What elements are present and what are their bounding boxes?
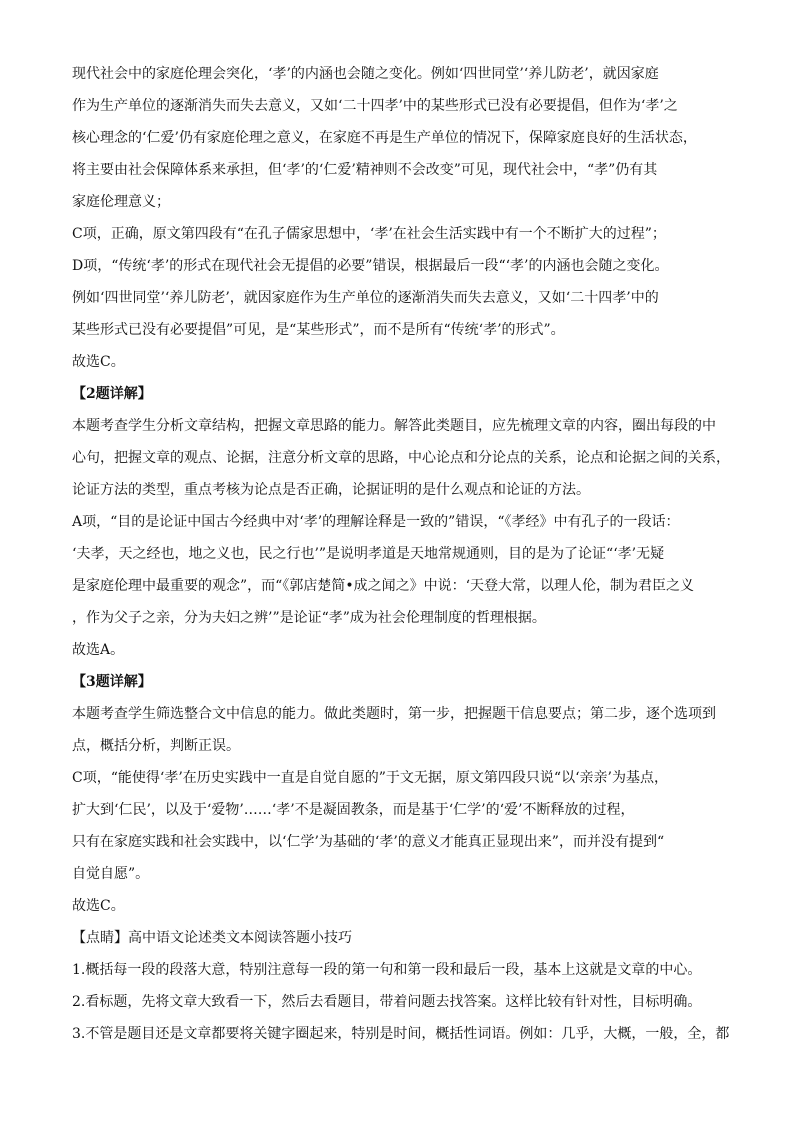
text-line: A项，“目的是论证中国古今经典中对‘孝’的理解诠释是一致的”错误，“《孝经》中有孔子的一段话： [72, 514, 680, 530]
text-line: 自觉自愿”。 [72, 866, 150, 882]
answer-line: 故选C。 [72, 354, 125, 370]
text-line: 某些形式已没有必要提倡”可见，是“某些形式”，而不是所有“传统‘孝’的形式”。 [72, 322, 565, 338]
text-line: 例如‘四世同堂’‘养儿防老’，就因家庭作为生产单位的逐渐消失而失去意义，又如‘二十四孝’中的 [72, 290, 659, 306]
section-heading: 【2题详解】 [72, 386, 152, 402]
text-line: 论证方法的类型，重点考核为论点是否正确，论据证明的是什么观点和论证的方法。 [72, 482, 590, 498]
answer-line: 故选C。 [72, 898, 125, 914]
text-line: ，作为父子之亲，分为夫妇之辨’”是论证“孝”成为社会伦理制度的哲理根据。 [72, 610, 546, 626]
text-line: 是家庭伦理中最重要的观念”，而“《郭店楚简•成之闻之》中说：‘天登大常，以理人伦，制为君臣之义 [72, 578, 695, 594]
text-line: D项，“传统‘孝’的形式在现代社会无提倡的必要”错误，根据最后一段“‘孝’的内涵也会随之变化。 [72, 258, 669, 274]
text-line: C项，“能使得‘孝’在历史实践中一直是自觉自愿的”于文无据，原文第四段只说“以‘亲亲’为基点， [72, 770, 668, 786]
tip-item: 2.看标题，先将文章大致看一下，然后去看题目，带着问题去找答案。这样比较有针对性，目标明确。 [72, 994, 702, 1010]
text-line: 核心理念的‘仁爱’仍有家庭伦理之意义，在家庭不再是生产单位的情况下，保障家庭良好的生活状态， [72, 130, 697, 146]
text-line: 本题考查学生分析文章结构，把握文章思路的能力。解答此类题目，应先梳理文章的内容，圈出每段的中 [72, 418, 716, 434]
text-line: 家庭伦理意义； [72, 194, 170, 210]
document-body [72, 58, 732, 1050]
text-line: 只有在家庭实践和社会实践中，以‘仁学’为基础的‘孝’的意义才能真正显现出来”，而并没有提到“ [72, 834, 665, 850]
text-line: 将主要由社会保障体系来承担，但‘孝’的‘仁爱’精神则不会改变”可见，现代社会中，“孝”仍有其 [72, 162, 658, 178]
text-line: 本题考查学生筛选整合文中信息的能力。做此类题时，第一步，把握题干信息要点；第二步，逐个选项到 [72, 706, 716, 722]
answer-line: 故选A。 [72, 642, 125, 658]
text-line: 扩大到‘仁民’，以及于‘爱物’……‘孝’不是凝固教条，而是基于‘仁学’的‘爱’不断释放的过程， [72, 802, 635, 818]
text-line: 现代社会中的家庭伦理会突化，‘孝’的内涵也会随之变化。例如‘四世同堂’‘养儿防老’，就因家庭 [72, 66, 659, 82]
text-line: 作为生产单位的逐渐消失而失去意义，又如‘二十四孝’中的某些形式已没有必要提倡，但作为‘孝’之 [72, 98, 678, 114]
section-heading: 【3题详解】 [72, 674, 152, 690]
tip-item: 1.概括每一段的段落大意，特别注意每一段的第一句和第一段和最后一段，基本上这就是文章的中心。 [72, 962, 702, 978]
text-line: 点，概括分析，判断正误。 [72, 738, 240, 754]
tip-heading: 【点睛】高中语文论述类文本阅读答题小技巧 [72, 930, 352, 946]
text-line: C项，正确，原文第四段有“在孔子儒家思想中，‘孝’在社会生活实践中有一个不断扩大的过程”； [72, 226, 666, 242]
text-line: ‘夫孝，天之经也，地之义也，民之行也’”是说明孝道是天地常规通则，目的是为了论证“‘孝’无疑 [72, 546, 665, 562]
text-line: 心句，把握文章的观点、论据，注意分析文章的思路，中心论点和分论点的关系，论点和论据之间的关系， [72, 450, 730, 466]
tip-item: 3.不管是题目还是文章都要将关键字圈起来，特别是时间，概括性词语。例如：几乎，大概，一般，全，都 [72, 1026, 730, 1042]
